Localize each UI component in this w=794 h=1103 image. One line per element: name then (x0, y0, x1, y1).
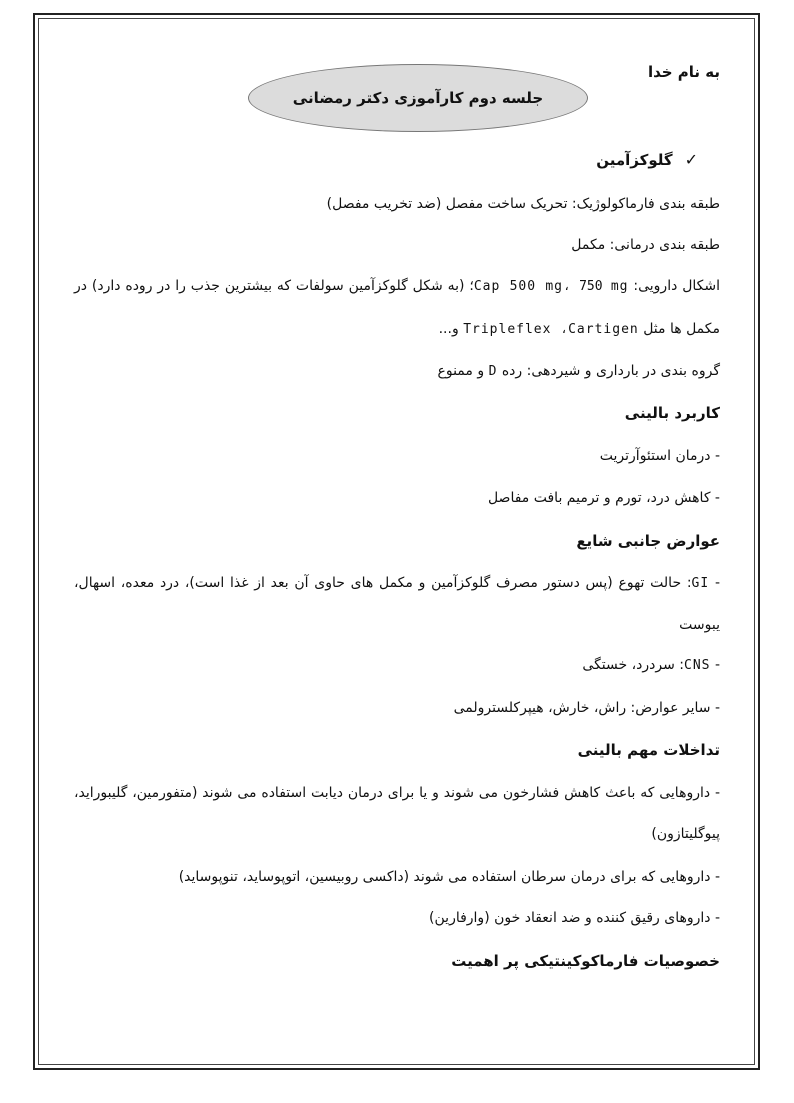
invocation-text: به نام خدا (647, 63, 720, 81)
dosage-forms-values: Cap 500 mg، 750 mg (473, 279, 629, 294)
drug-name: گلوکزآمین (596, 151, 673, 169)
interaction-item: - داروهایی که برای درمان سرطان استفاده می شوند (داکسی روبیسین، اتوپوساید، تنوپوساید) (178, 869, 720, 885)
gi-label: GI (691, 576, 710, 591)
session-title: جلسه دوم کارآموزی دکتر رمضانی (292, 89, 544, 107)
supplements-examples: Tripleflex ،Cartigen (463, 322, 639, 337)
gi-dash: - (714, 575, 720, 591)
gi-continuation: یبوست (679, 617, 720, 633)
interaction-item: - داروهای رقیق کننده و ضد انعقاد خون (وارفارین) (429, 910, 720, 926)
dosage-forms-prefix: اشکال دارویی: (633, 278, 721, 294)
cns-dash: - (714, 657, 720, 673)
checkmark-icon: ✓ (684, 150, 698, 169)
supplements-line (439, 318, 720, 341)
cns-label: CNS (684, 658, 711, 673)
pregnancy-suffix: و ممنوع (437, 363, 485, 379)
cns-side-effects (582, 654, 720, 677)
other-side-effects: - سایر عوارض: راش، خارش، هیپرکلسترولمی (453, 700, 720, 716)
supplements-prefix: مکمل ها مثل (643, 321, 720, 337)
drug-name-heading (596, 149, 698, 171)
side-effects-heading: عوارض جانبی شایع (576, 532, 720, 550)
pharmacokinetics-heading: خصوصیات فارماکوکینتیکی پر اهمیت (451, 952, 720, 970)
clinical-use-item: - درمان استئوآرتریت (599, 448, 720, 464)
gi-side-effects (74, 572, 720, 595)
dosage-forms-suffix: ؛ (به شکل گلوکزآمین سولفات که بیشترین جذب را در روده دارد) در (74, 278, 474, 294)
clinical-use-heading: کاربرد بالینی (624, 404, 720, 422)
dosage-forms-line (74, 275, 720, 298)
supplements-suffix: و... (438, 321, 459, 337)
pregnancy-prefix: گروه بندی در بارداری و شیردهی: رده (501, 363, 720, 379)
pharmacologic-class: طبقه بندی فارماکولوژیک: تحریک ساخت مفصل (ضد تخریب مفصل) (326, 196, 720, 212)
therapeutic-class: طبقه بندی درمانی: مکمل (571, 237, 720, 253)
cns-text: : سردرد، خستگی (582, 657, 684, 673)
clinical-use-item: - کاهش درد، تورم و ترمیم بافت مفاصل (487, 490, 720, 506)
interaction-continuation: پیوگلیتازون) (651, 826, 720, 842)
interaction-item: - داروهایی که باعث کاهش فشارخون می شوند و یا برای درمان دیابت استفاده می شوند (متفورمین، گلیبوراید، (74, 785, 720, 801)
pregnancy-category-line (437, 360, 720, 383)
pregnancy-category: D (488, 364, 498, 379)
interactions-heading: تداخلات مهم بالینی (577, 741, 720, 759)
gi-text: : حالت تهوع (پس دستور مصرف گلوکزآمین و مکمل های حاوی آن بعد از غذا است)، درد معده، اسهال، (74, 575, 692, 591)
